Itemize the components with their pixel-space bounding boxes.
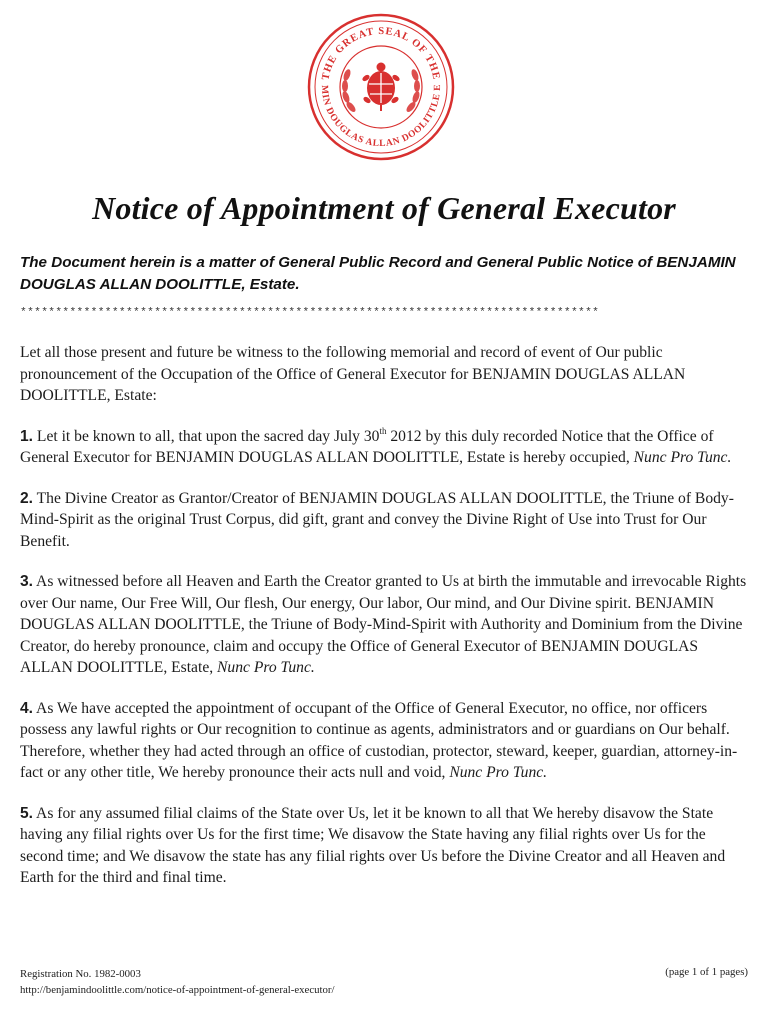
great-seal [306,12,456,162]
latin-phrase: Nunc Pro Tunc. [449,764,548,781]
intro-statement: The Document herein is a matter of General Public Record and General Public Notice of BENJAMIN DOUGLAS ALLAN DOOLITTLE, Estate. [20,254,736,293]
document-title: Notice of Appointment of General Executor [92,190,676,226]
turtle-icon [361,63,400,112]
asterisk-divider: ********************************************************************************** [20,307,600,319]
paragraph-5 [20,803,750,889]
paragraph-text: As We have accepted the appointment of occupant of the Office of General Executor, no office, nor officers possess any lawful rights or Our recognition to continue as agents, administrators and or guardians on Our behalf. Therefore, whether they had acted through an office of custodian, protector, steward, keeper, guardian, attorney-in-fact or any other title, We hereby pronounce their acts null and void, [20,699,738,781]
source-url: http://benjamindoolittle.com/notice-of-appointment-of-general-executor/ [20,984,335,996]
latin-phrase: Nunc Pro Tunc. [217,659,315,676]
paragraph-text: As for any assumed filial claims of the State over Us, let it be known to all that We hereby disavow the State having any filial rights over Us for the first time; We disavow the State having any filial rights over Us for the second time; and We disavow the state has any filial rights over Us before the Divine Creator and all Heaven and Earth for the third and final time. [20,804,726,886]
footer-info [20,966,335,998]
paragraph-text: Let it be known to all, that upon the sacred day July 30 [33,427,380,445]
paragraph-1 [20,426,750,469]
ordinal-suffix: th [379,425,387,436]
paragraph-2 [20,488,750,553]
paragraph-number: 1. [20,427,34,445]
latin-phrase: Nunc Pro Tunc. [633,449,732,466]
page-count: (page 1 of 1 pages) [665,966,748,978]
seal-text-top: THE GREAT SEAL OF THE [320,25,442,82]
registration-number: Registration No. 1982-0003 [20,968,141,980]
paragraph-number: 3. [20,573,34,590]
paragraph-number: 2. [20,489,34,507]
opening-paragraph: Let all those present and future be witness to the following memorial and record of event of Our public pronouncement of the Occupation of the Office of General Executor for BENJAMIN DOUGLAS ALLAN DOOLITTLE, Estate: [20,344,686,404]
paragraph-text: As witnessed before all Heaven and Earth the Creator granted to Us at birth the immutable and irrevocable Rights over Our name, Our Free Will, Our flesh, Our energy, Our labor, Our mind, and Our Divine spirit. BENJAMIN DOUGLAS ALLAN DOOLITTLE, the Triune of Body-Mind-Spirit with Authority and Dominium from the Divine Creator, do hereby pronounce, claim and occupy the Office of General Executor of BENJAMIN DOUGLAS ALLAN DOOLITTLE, Estate, [20,573,747,676]
seal-text-bottom: MIN DOUGLAS ALLAN DOOLITTLE E [318,83,444,150]
paragraph-text: 2012 by this duly recorded Notice that the Office of General Executor for BENJAMIN DOUGLAS ALLAN DOOLITTLE, Estate is hereby occupied, [20,427,714,466]
paragraph-number: 5. [20,804,34,822]
document-body [20,342,750,908]
paragraph-3 [20,571,750,679]
paragraph-4 [20,698,750,784]
paragraph-text: The Divine Creator as Grantor/Creator of BENJAMIN DOUGLAS ALLAN DOOLITTLE, the Triune of Body-Mind-Spirit as the original Trust Corpus, did gift, grant and convey the Divine Right of Use into Trust for Our Benefit. [20,489,734,550]
paragraph-number: 4. [20,699,34,717]
